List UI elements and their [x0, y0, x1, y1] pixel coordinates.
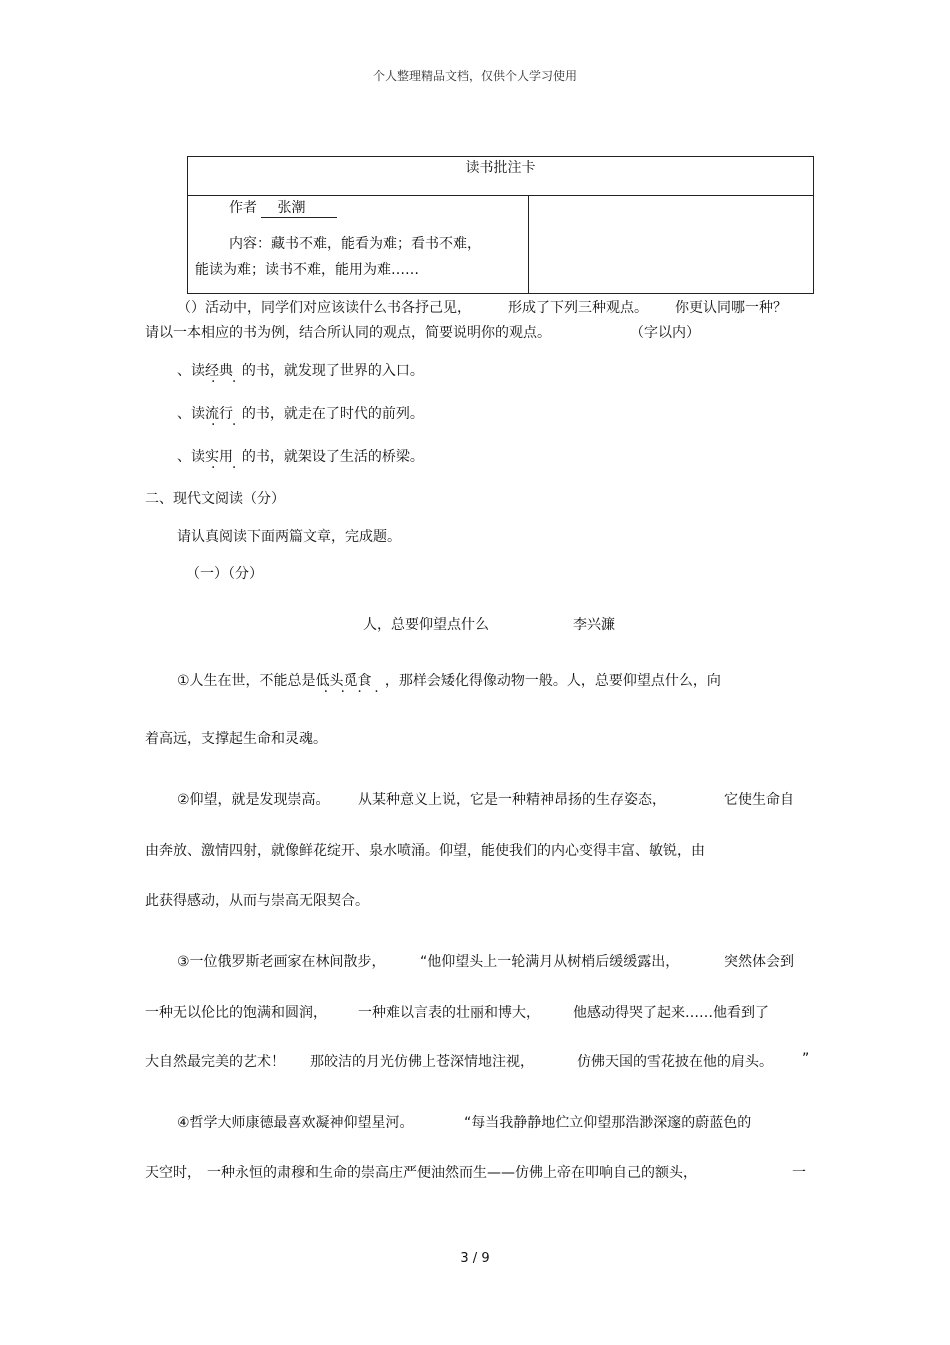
paragraph-3-d: 一种无以伦比的饱满和圆润， — [145, 1005, 327, 1021]
paragraph-2-c: 它使生命自 — [724, 792, 794, 808]
paragraph-3-e: 一种难以言表的壮丽和博大， — [358, 1005, 540, 1021]
paragraph-1-line2: 着高远，支撑起生命和灵魂。 — [145, 731, 327, 747]
paragraph-3-g: 大自然最完美的艺术！ — [145, 1054, 285, 1070]
question-line2-b: （字以内） — [630, 325, 700, 341]
paragraph-3-h: 那皎洁的月光仿佛上苍深情地注视， — [310, 1054, 534, 1070]
paragraph-3-f: 他感动得哭了起来……他看到了 — [573, 1005, 769, 1021]
card-content-line1: 内容：藏书不难，能看为难；看书不难， — [229, 236, 481, 252]
card-content-line2: 能读为难；读书不难，能用为难…… — [195, 262, 419, 278]
question-line1-a: （）活动中，同学们对应该读什么书各抒己见， — [177, 300, 471, 316]
card-divider — [528, 195, 529, 294]
card-author-label: 作者 — [229, 200, 257, 216]
paragraph-4-b: “每当我静静地伫立仰望那浩渺深邃的蔚蓝色的 — [464, 1115, 752, 1131]
question-line1-b: 形成了下列三种观点。 — [508, 300, 648, 316]
paragraph-1-line1: ①人生在世，不能总是低头觅食 · · · · ，那样会矮化得像动物一般。人，总要仰望点什么，向 — [177, 670, 721, 690]
emphasis-dots: 实用 · · — [205, 446, 233, 466]
option-item: 、读实用 · · 的书，就架设了生活的桥梁。 — [177, 446, 424, 466]
question-line1-c: 你更认同哪一种？ — [675, 300, 787, 316]
paragraph-4-c: 天空时， — [145, 1165, 201, 1181]
paragraph-4-e: 一 — [792, 1165, 806, 1181]
paragraph-2-e: 此获得感动，从而与崇高无限契合。 — [145, 893, 369, 909]
card-author-name: 张潮 — [261, 197, 337, 218]
emphasis-dots: 经典 · · — [205, 360, 233, 380]
option-item: 、读经典 · · 的书，就发现了世界的入口。 — [177, 360, 424, 380]
article-title: 人，总要仰望点什么 — [363, 617, 489, 633]
subsection-label: （一）（分） — [186, 566, 263, 582]
paragraph-2-b: 从某种意义上说，它是一种精神昂扬的生存姿态， — [358, 792, 666, 808]
emphasis-dots: 流行 · · — [205, 403, 233, 423]
paragraph-3-b: “他仰望头上一轮满月从树梢后缓缓露出， — [420, 954, 680, 970]
paragraph-4-d: 一种永恒的肃穆和生命的崇高庄严便油然而生——仿佛上帝在叩响自己的额头， — [207, 1165, 697, 1181]
paragraph-3-c: 突然体会到 — [724, 954, 794, 970]
page-number: 3 / 9 — [460, 1251, 490, 1266]
emphasis-dots: 低头觅食 · · · · — [316, 670, 372, 690]
card-title: 读书批注卡 — [188, 157, 813, 196]
article-author: 李兴濂 — [573, 617, 615, 633]
page-header-note: 个人整理精品文档，仅供个人学习使用 — [372, 69, 577, 83]
paragraph-3-i: 仿佛天国的雪花披在他的肩头。 — [577, 1054, 773, 1070]
paragraph-3-j: ” — [802, 1051, 810, 1067]
question-line2-a: 请以一本相应的书为例，结合所认同的观点，简要说明你的观点。 — [145, 325, 551, 341]
section-heading: 二、现代文阅读（分） — [145, 491, 285, 507]
section-instruction: 请认真阅读下面两篇文章，完成题。 — [177, 529, 401, 545]
paragraph-3-a: ③一位俄罗斯老画家在林间散步， — [177, 954, 386, 970]
paragraph-4-a: ④哲学大师康德最喜欢凝神仰望星河。 — [177, 1115, 414, 1131]
paragraph-2-a: ②仰望，就是发现崇高。 — [177, 792, 330, 808]
option-item: 、读流行 · · 的书，就走在了时代的前列。 — [177, 403, 424, 423]
card-author-row — [229, 197, 337, 218]
paragraph-2-d: 由奔放、激情四射，就像鲜花绽开、泉水喷涌。仰望，能使我们的内心变得丰富、敏锐，由 — [145, 843, 705, 859]
